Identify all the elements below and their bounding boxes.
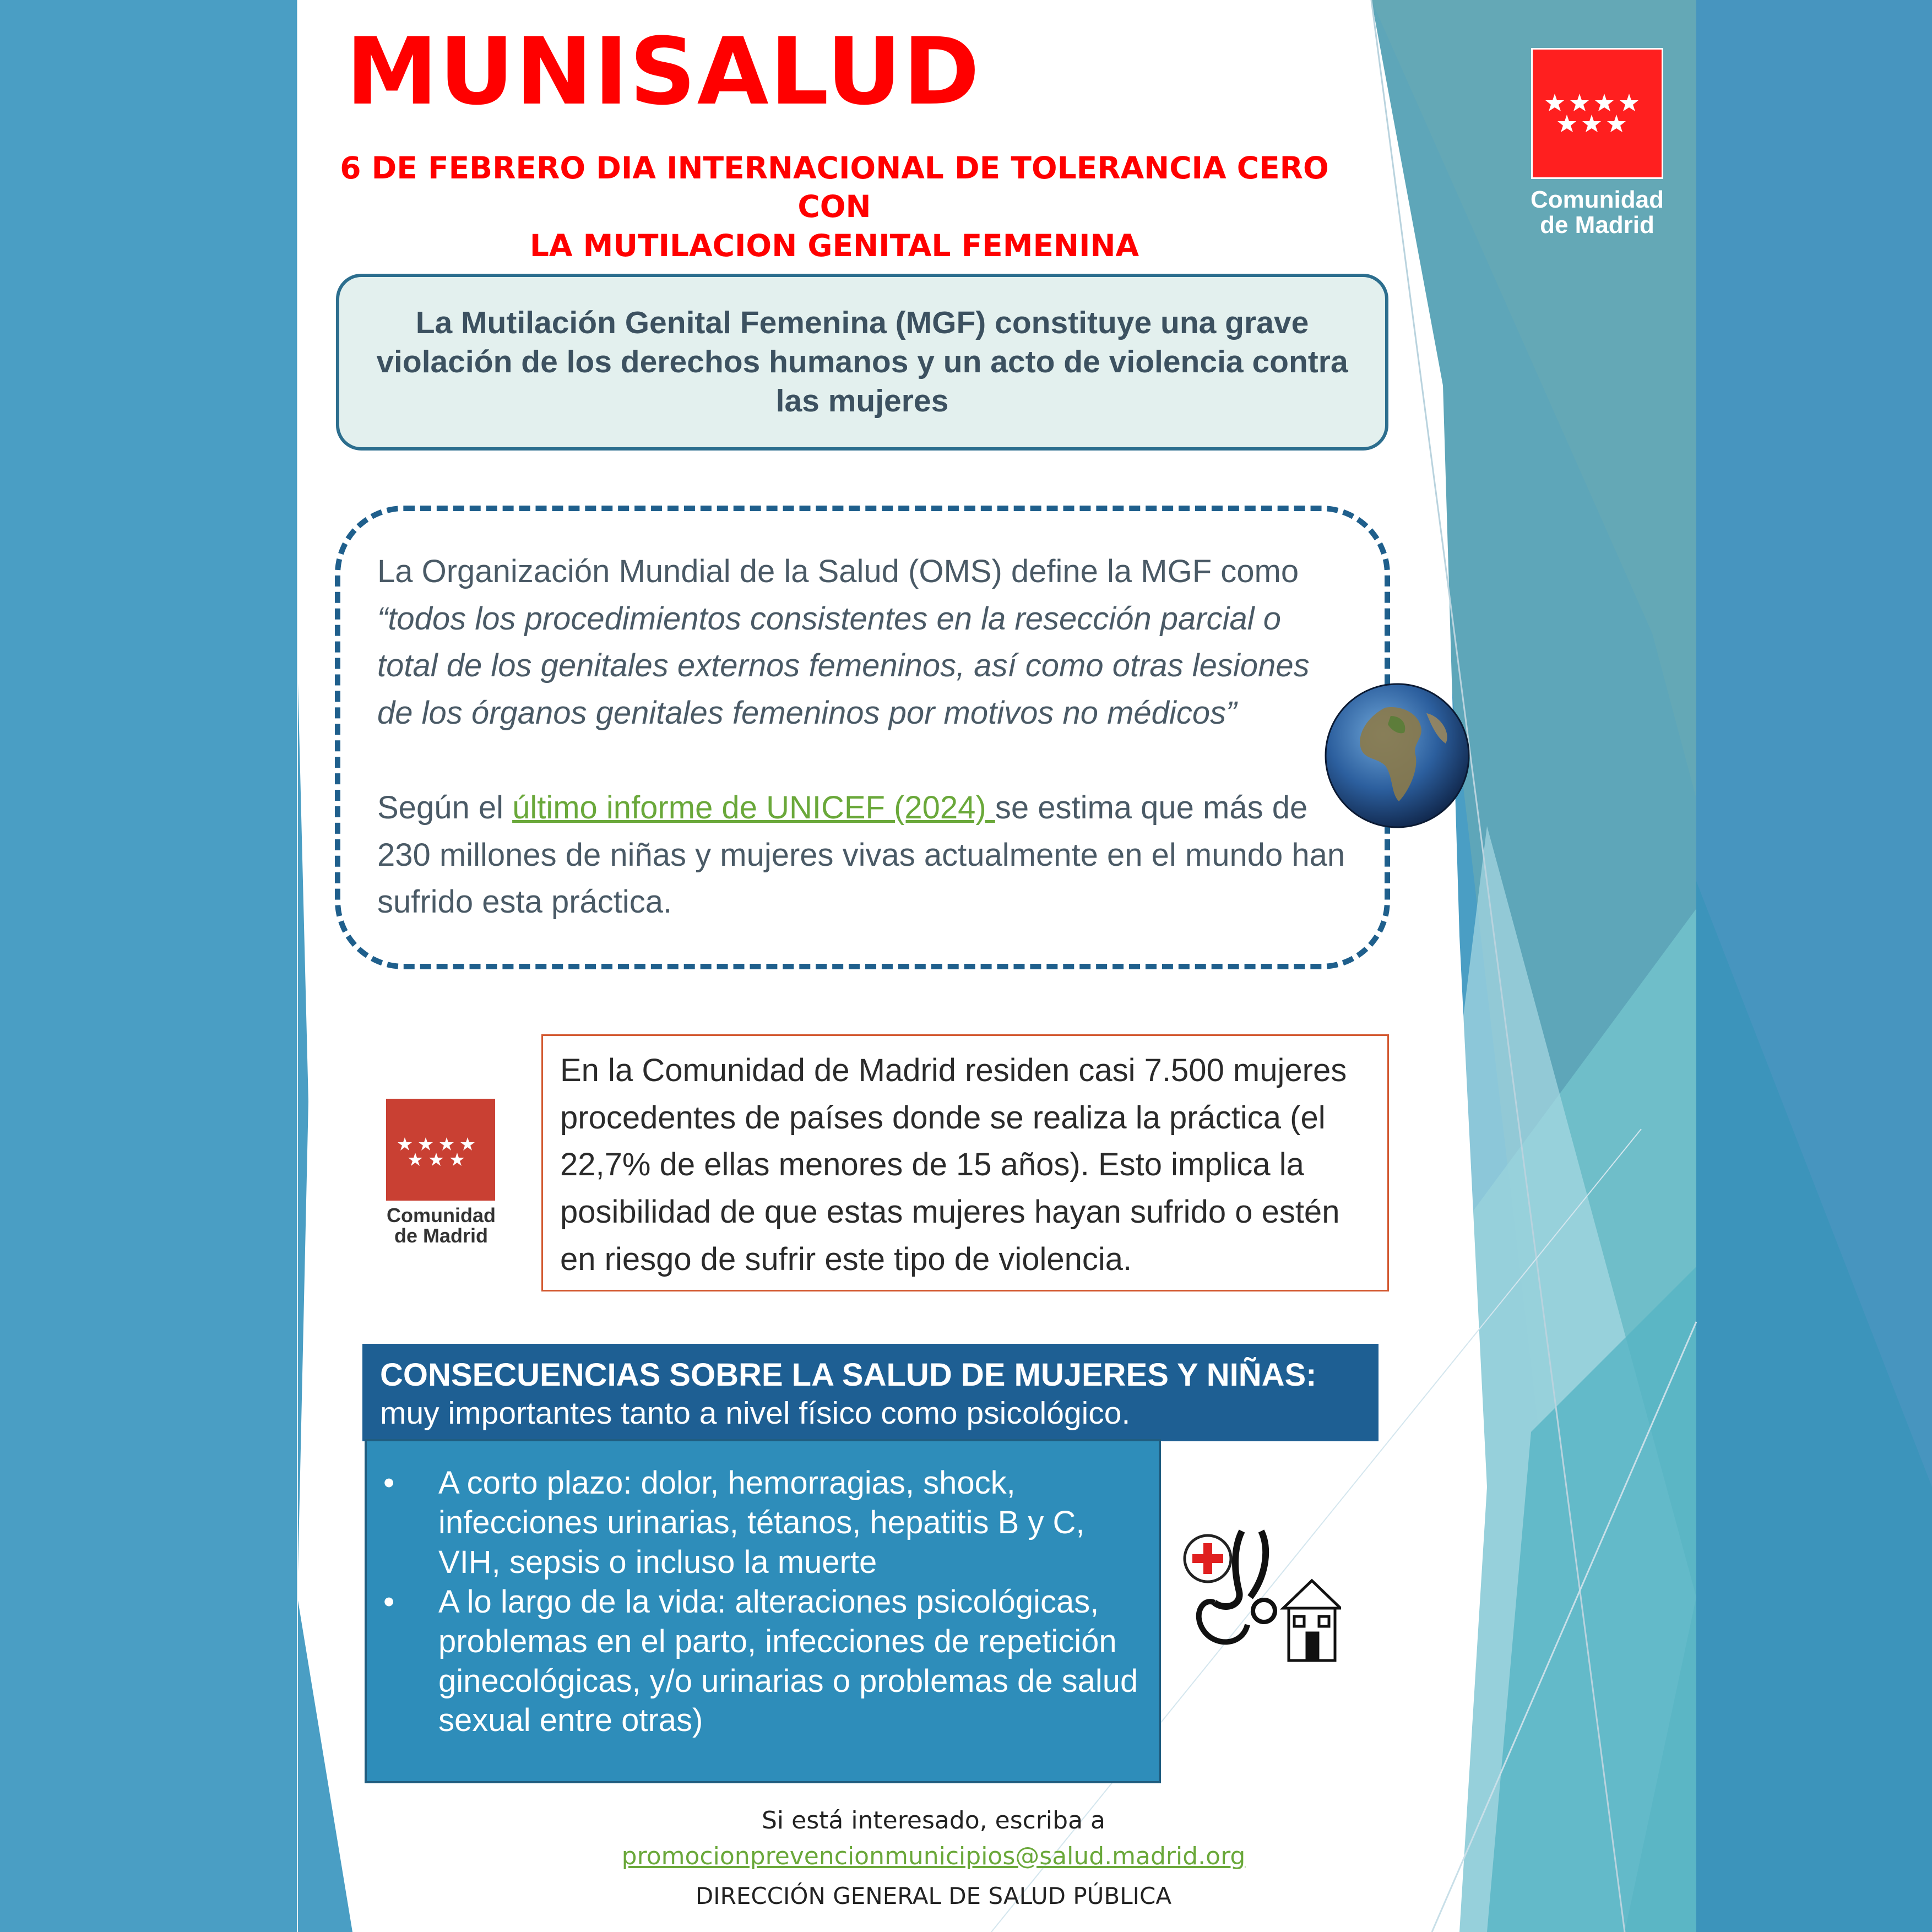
- madrid-stats-box: [541, 1034, 1389, 1291]
- unicef-prefix: Según el: [377, 789, 513, 826]
- subtitle-line-2: LA MUTILACION GENITAL FEMENINA: [529, 227, 1139, 263]
- madrid-logo-text: [1509, 187, 1685, 238]
- list-item: [383, 1463, 1154, 1582]
- list-item: [383, 1582, 1154, 1741]
- star-icon: [1533, 50, 1662, 177]
- star-icon: [386, 1099, 495, 1201]
- definition-box: [336, 274, 1388, 451]
- globe-icon: [1325, 683, 1470, 829]
- madrid-logo: [1531, 48, 1663, 179]
- oms-intro: La Organización Mundial de la Salud (OMS) define la MGF como: [377, 553, 1299, 589]
- page-subtitle: [330, 149, 1338, 265]
- page-title: MUNISALUD: [346, 18, 981, 126]
- madrid-logo-small: [386, 1099, 495, 1201]
- consequences-subheading: muy importantes tanto a nivel físico como psicológico.: [380, 1395, 1131, 1431]
- medical-icon: [1181, 1515, 1341, 1663]
- madrid-logo-small-text: [380, 1205, 502, 1246]
- oms-quote: “todos los procedimientos consistentes en la resección parcial o total de los genitales externos femeninos, así como otras lesiones de los órganos genitales femeninos por motivos no médicos”: [377, 600, 1310, 731]
- unicef-report-link[interactable]: último informe de UNICEF (2024): [512, 789, 995, 826]
- contact-prompt: Si está interesado, escriba a: [761, 1806, 1105, 1835]
- consequences-list-box: [365, 1439, 1161, 1783]
- organization-name: DIRECCIÓN GENERAL DE SALUD PÚBLICA: [695, 1882, 1172, 1909]
- consequences-heading: CONSECUENCIAS SOBRE LA SALUD DE MUJERES Y NIÑAS:: [380, 1357, 1317, 1393]
- bullet-icon: •: [383, 1465, 395, 1501]
- logo-small-line-1: Comunidad: [387, 1204, 496, 1227]
- madrid-stats-text: En la Comunidad de Madrid residen casi 7.500 mujeres procedentes de países donde se realiza la práctica (el 22,7% de ellas menores de 15 años). Esto implica la posibilidad de que estas mujeres hayan sufrido o estén en riesgo de sufrir este tipo de violencia.: [560, 1052, 1347, 1277]
- subtitle-line-1: 6 DE FEBRERO DIA INTERNACIONAL DE TOLERANCIA CERO CON: [340, 150, 1329, 225]
- logo-line-2: de Madrid: [1540, 211, 1654, 239]
- consequence-long-term: A lo largo de la vida: alteraciones psicológicas, problemas en el parto, infecciones de repetición ginecológicas, y/o urinarias o problemas de salud sexual entre otras): [438, 1583, 1138, 1739]
- unicef-suffix: se estima que más de 230 millones de niñas y mujeres vivas actualmente en el mundo han sufrido esta práctica.: [377, 789, 1345, 920]
- consequences-header: [362, 1344, 1379, 1441]
- logo-small-line-2: de Madrid: [394, 1224, 488, 1247]
- house-icon: [1283, 1581, 1341, 1660]
- consequences-list: [383, 1463, 1154, 1740]
- logo-line-1: Comunidad: [1531, 186, 1664, 213]
- contact-email-link[interactable]: promocionprevencionmunicipios@salud.madrid.org: [621, 1842, 1246, 1870]
- oms-text: [377, 548, 1347, 926]
- bullet-icon: •: [383, 1583, 395, 1620]
- definition-text: La Mutilación Genital Femenina (MGF) constituye una grave violación de los derechos humanos y un acto de violencia contra las mujeres: [376, 305, 1348, 419]
- unicef-paragraph: [377, 784, 1347, 926]
- consequence-short-term: A corto plazo: dolor, hemorragias, shock, infecciones urinarias, tétanos, hepatitis B y C, VIH, sepsis o incluso la muerte: [438, 1465, 1085, 1580]
- medical-cross-icon: [1185, 1535, 1231, 1582]
